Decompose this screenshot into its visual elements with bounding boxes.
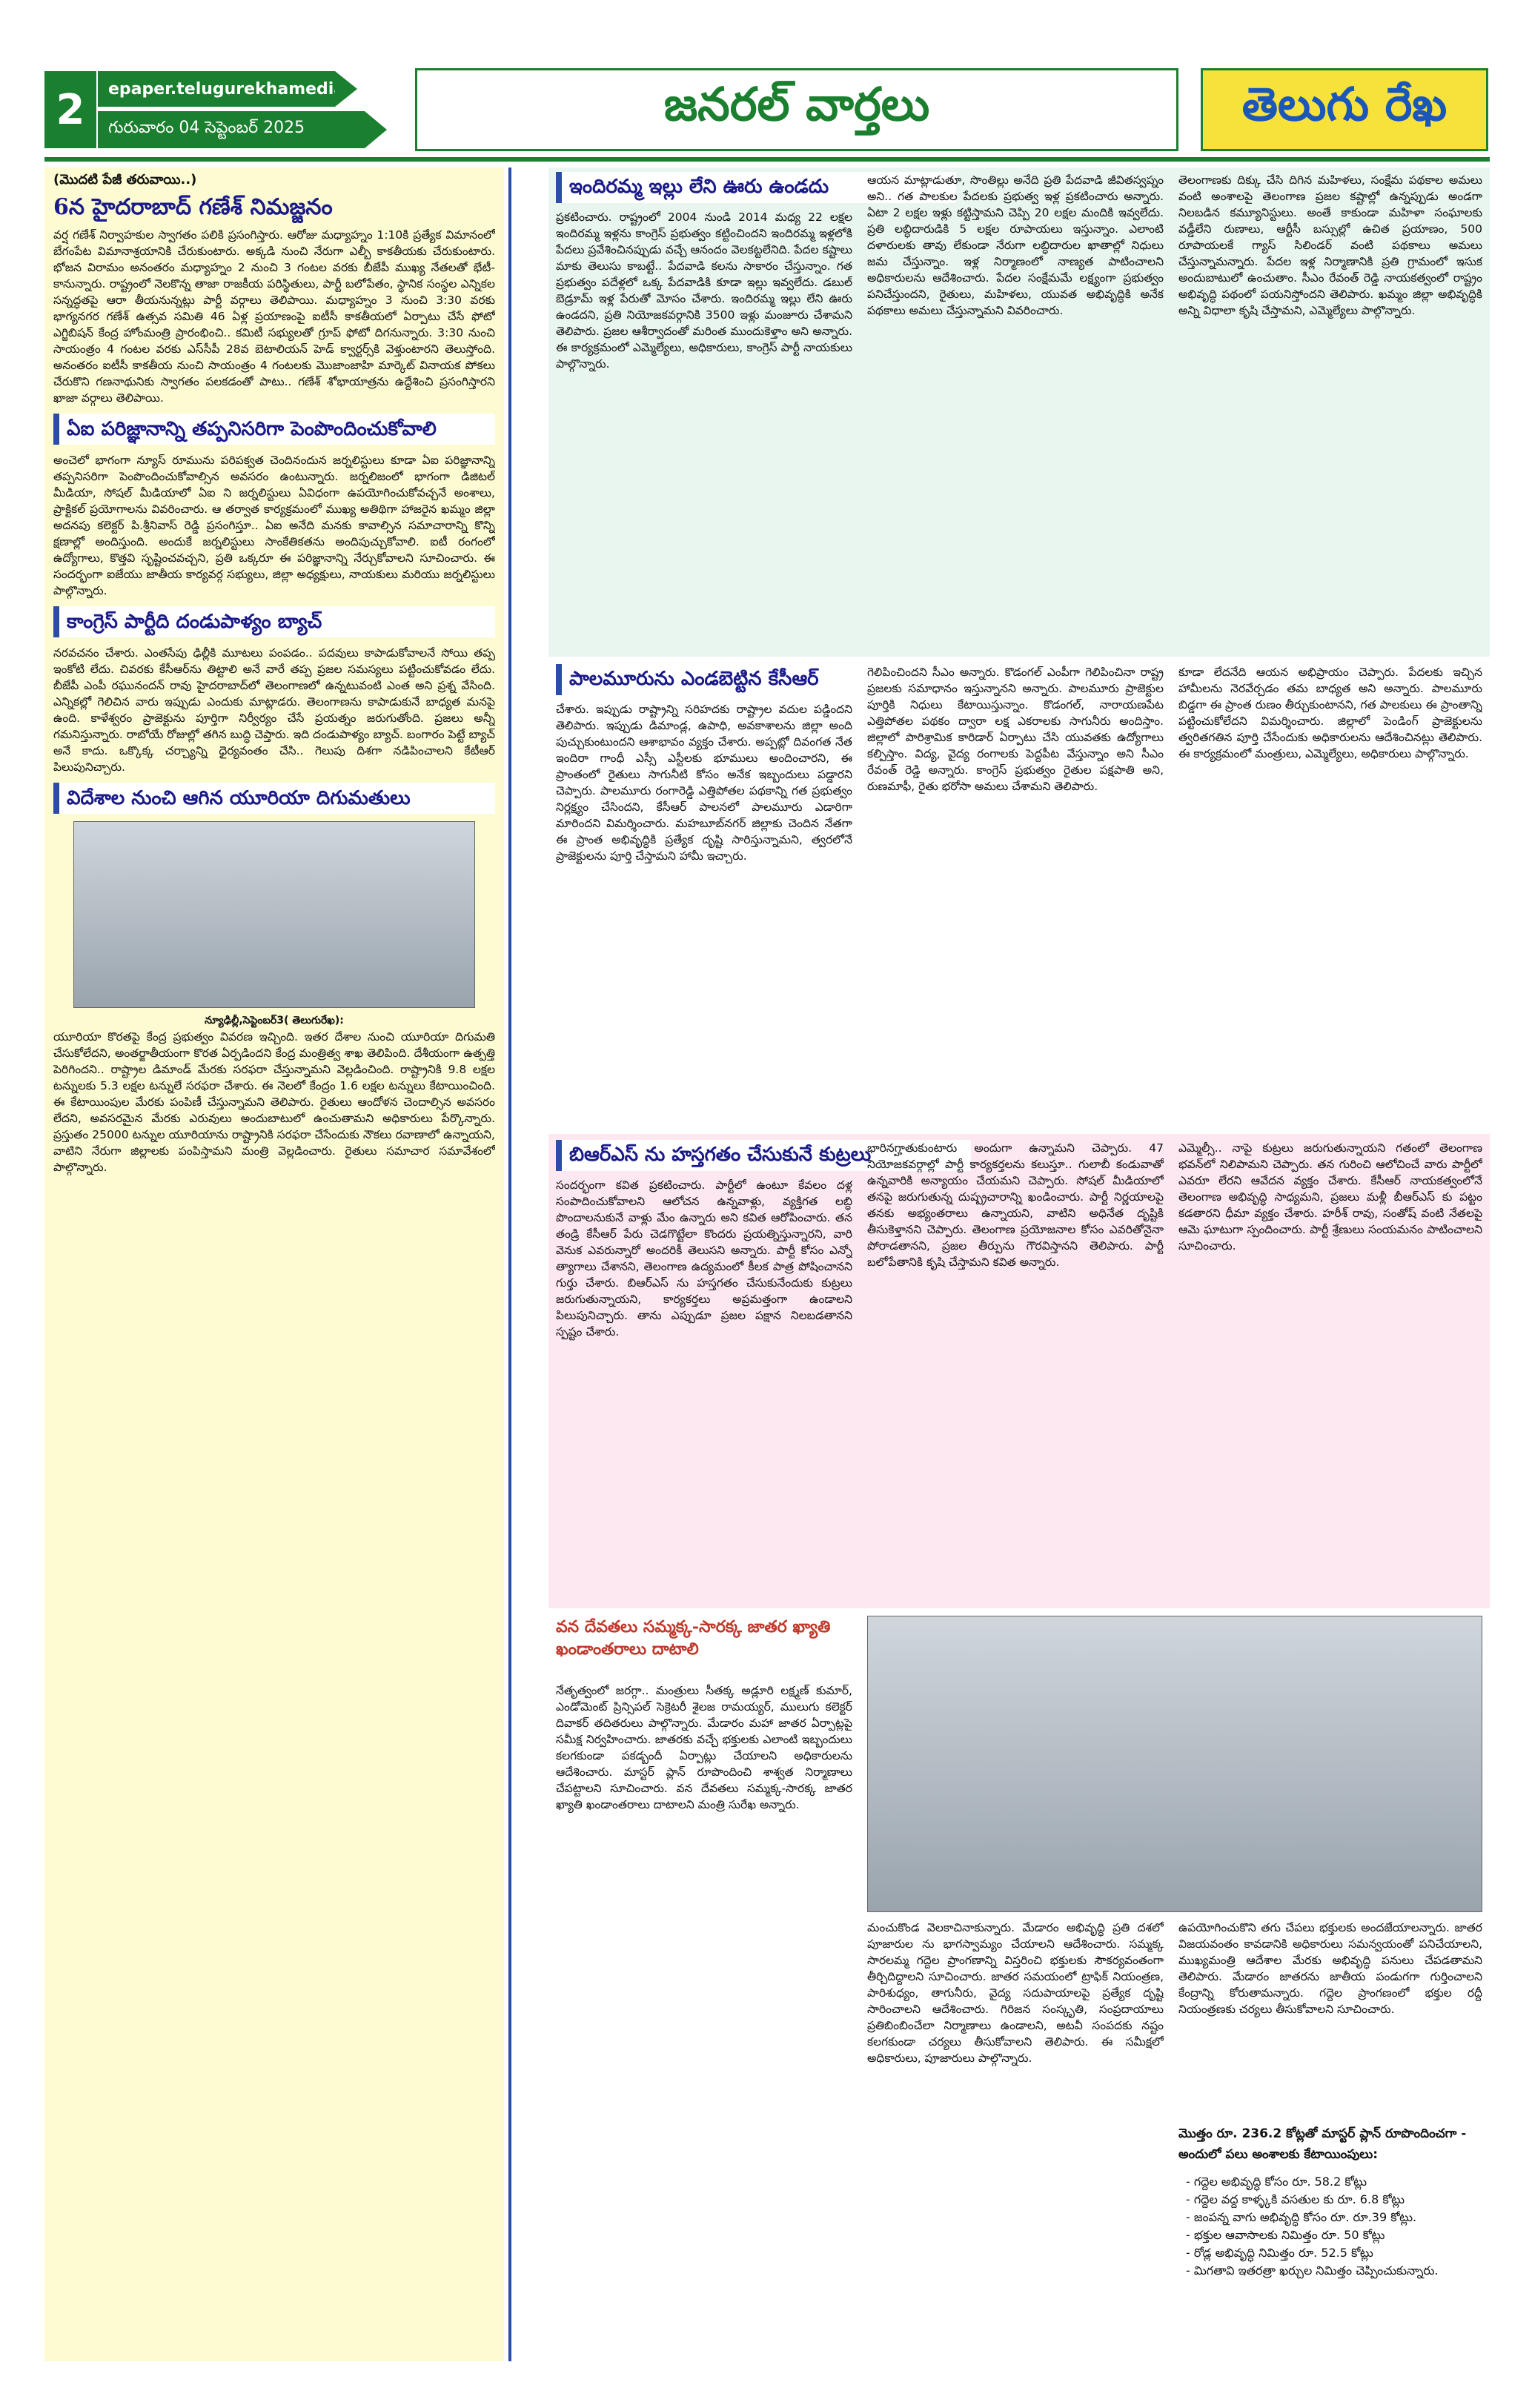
headline-palamuru: పాలమూరును ఎండబెట్టిన కేసీఆర్	[556, 664, 971, 695]
indiramma-col-a: ప్రకటించారు. రాష్ట్రంలో 2004 నుండి 2014 మధ్య 22 లక్షల ఇందిరమ్మ ఇళ్లను కాంగ్రెస్ ప్రభుత్వం కట్టించిందని ఇందిరమ్మ ఇళ్లలోకి పేదలు ప్రవేశించినప్పుడు వచ్చే ఆనందం వెలకట్టలేనిది. పేదల కష్టాలు మాకు తెలుసు కాబట్టే.. పేదవాడి కలను సాకారం చేస్తున్నాం. గత ప్రభుత్వం పదేళ్లలో ఒక్క పేదవాడికి కూడా ఇల్లు ఇవ్వలేదు. డబుల్ బెడ్రూమ్ ఇళ్ల పేరుతో మోసం చేశారు. ఇందిరమ్మ ఇల్లు లేని ఊరు ఉండదని, ప్రతి నియోజకవర్గానికి 3500 ఇళ్లు మంజూరు చేశామని తెలిపారు. ప్రజల ఆశీర్వాదంతో మరింత ముందుకెళ్తాం అని అన్నారు. ఈ కార్యక్రమంలో ఎమ్మెల్యేలు, అధికారులు, కాంగ్రెస్ పార్టీ నాయకులు పాల్గొన్నారు.	[556, 210, 852, 371]
headline-ai: ఏఐ పరిజ్ఞానాన్ని తప్పనిసరిగా పెంపొందించుకోవాలి	[53, 414, 495, 445]
budget-list	[1186, 2173, 1482, 2358]
medaram-col-b: మంచుకొండ వెలకాచినాకున్నారు. మేడారం అభివృద్ధి ప్రతి దశలో పూజారుల ను భాగస్వామ్యం చేయాలని ఆదేశించారు. సమ్మక్క సారలమ్మ గద్దెల ప్రాంగణాన్ని విస్తరించి భక్తులకు సౌకర్యవంతంగా తీర్చిదిద్దాలని సూచించారు. జాతర సమయంలో ట్రాఫిక్ నియంత్రణ, పారిశుధ్యం, తాగునీరు, వైద్య సదుపాయాలపై ప్రత్యేక దృష్టి సారించాలని ఆదేశించారు. గిరిజన సంస్కృతి, సంప్రదాయాలు ప్రతిబింబించేలా నిర్మాణాలు ఉండాలని, అటవీ సంపదకు నష్టం కలగకుండా చర్యలు తీసుకోవాలని తెలిపారు. ఈ సమీక్షలో అధికారులు, పూజారులు పాల్గొన్నారు.	[867, 1921, 1164, 2065]
list-item: - మిగతావి ఇతరత్రా ఖర్చుల నిమిత్తం చెప్పించుకున్నారు.	[1186, 2263, 1439, 2278]
headline-medaram: వన దేవతలు సమ్మక్క-సారక్క జాతర ఖ్యాతి ఖండాంతరాలు దాటాలి	[556, 1617, 831, 1659]
medaram-col-c: ఉపయోగించుకొని తగు చేపలు భక్తులకు అందజేయాలన్నారు. జాతర విజయవంతం కావడానికి అధికారులు సమన్వయంతో పనిచేయాలని, ముఖ్యమంత్రి ఆదేశాల మేరకు అభివృద్ధి పనులు చేపడతామని తెలిపారు. మేడారం జాతరను జాతీయ పండుగగా గుర్తించాలని కేంద్రాన్ని కోరుతామన్నారు. గద్దెల ప్రాంగణంలో భక్తుల రద్దీ నియంత్రణకు చర్యలు తీసుకోవాలని సూచించారు.	[1178, 1921, 1482, 2016]
budget-subheading: మొత్తం రూ. 236.2 కోట్లతో మాస్టర్ ప్లాన్ రూపొందించగా - అందులో పలు అంశాలకు కేటాయింపులు:	[1178, 2126, 1467, 2162]
column-divider	[508, 168, 511, 2361]
indiramma-col-b: ఆయన మాట్లాడుతూ, సొంతిల్లు అనేది ప్రతి పేదవాడి జీవితస్వప్నం అని.. గత పాలకుల పేదలకు ప్రభుత్వ ఇళ్ల ప్రకటించారు అన్నారు. ఏటా 2 లక్షల ఇళ్లు కట్టిస్తామని చెప్పి 20 లక్షల మందికి ఇవ్వలేదు. ప్రతి లబ్ధిదారుడికి 5 లక్షల రూపాయలు ఇస్తున్నాం. ఎలాంటి దళారులకు తావు లేకుండా నేరుగా లబ్ధిదారుల ఖాతాల్లో నిధులు జమ చేస్తున్నాం. ఇళ్ల నిర్మాణంలో నాణ్యత పాటించాలని అధికారులను ఆదేశించారు. పేదల సంక్షేమమే లక్ష్యంగా ప్రభుత్వం పనిచేస్తుందని, రైతులు, మహిళలు, యువత అభివృద్ధికి అనేక పథకాలు అమలు చేస్తున్నామని వివరించారు.	[867, 173, 1164, 317]
article-ai-text: అంచెలో భాగంగా న్యూస్ రూమును పరిపక్వత చెందినందున జర్నలిస్టులు కూడా ఏఐ పరిజ్ఞానాన్ని తప్పనిసరిగా పెంపొందించుకోవాల్సిన అవసరం ఉంటున్నారు. జర్నలిజంలో భాగంగా డిజిటల్ మీడియా, సోషల్ మీడియాలో ఏఐ ని జర్నలిస్టులు ఏవిధంగా ఉపయోగించుకోవచ్చనే అంశాలు, ప్రాక్టికల్ ప్రయోగాలను వివరించారు. ఆ తర్వాత కార్యక్రమంలో ముఖ్య అతిథిగా హాజరైన ఖమ్మం జిల్లా అదనపు కలెక్టర్ పి.శ్రీనివాస్ రెడ్డి ప్రసంగిస్తూ.. ఏఐ అనేది మనకు కావాల్సిన సమాచారాన్ని కొన్ని క్షణాల్లో అందిస్తుంది. అందుకే జర్నలిస్టులు సాంకేతికతను అందిపుచ్చుకోవాలి. ఐటీ రంగంలో ఉద్యోగాలు, కొత్తవి సృష్టించవచ్చని, ప్రతి ఒక్కరూ ఈ పరిజ్ఞానాన్ని నేర్చుకోవాలని సూచించారు. ఈ సందర్భంగా ఐజేయు జాతీయ కార్యవర్గ సభ్యులు, జిల్లా అధ్యక్షులు, నాయకులు మరియు జర్నలిస్టులు పాల్గొన్నారు.	[53, 454, 495, 597]
list-item: - గద్దెల వద్ద కాళ్ళ్కకి వసతుల కు రూ. 6.8 కోట్లు	[1186, 2192, 1405, 2206]
review-meeting-photo	[867, 1616, 1482, 1912]
continuation-note: (మొదటి పేజీ తరువాయి..)	[53, 172, 197, 188]
indiramma-col-c: తెలంగాణకు దిక్కు చేసి దిగిన మహిళలు, సంక్షేమ పథకాల అమలు వంటి అంశాలపై తెలంగాణ ప్రజల కష్టాల్లో ఉన్నప్పుడు అండగా నిలబడిన కమ్యూనిస్టులు. అంతే కాకుండా మహిళా సంఘాలకు వడ్డీలేని రుణాలు, ఆర్టీసీ బస్సుల్లో ఉచిత ప్రయాణం, 500 రూపాయలకే గ్యాస్ సిలిండర్ వంటి పథకాలు అమలు చేస్తున్నామన్నారు. పేదల ఇళ్ల నిర్మాణానికి ప్రతి గ్రామంలో ఇసుక అందుబాటులో ఉంచుతాం. సీఎం రేవంత్ రెడ్డి నాయకత్వంలో రాష్ట్రం అభివృద్ధి పథంలో పయనిస్తోందని తెలిపారు. ఖమ్మం జిల్లా అభివృద్ధికి అన్ని విధాలా కృషి చేస్తామని, ఎమ్మెల్యేలు పాల్గొన్నారు.	[1178, 173, 1482, 317]
site-url[interactable]: epaper.telugurekhamedia.com	[98, 71, 335, 107]
headline-indiramma: ఇందిరమ్మ ఇల్లు లేని ఊరు ఉండదు	[556, 172, 956, 203]
article-ganesh-text: వర్ష గణేశ్ నిర్వాహకుల స్వాగతం పలికి ప్రసంగిస్తారు. ఆరోజు మధ్యాహ్నం 1:10కి ప్రత్యేక విమానంలో బేగంపేట విమానాశ్రయానికి చేరుకుంటారు. అక్కడి నుంచి నేరుగా ఎల్బీ కాకతీయకు చేరుకుంటారు. భోజన విరామం అనంతరం మధ్యాహ్నం 2 నుంచి 3 గంటల వరకు బీజేపీ ముఖ్య నేతలతో భేటీ-కానున్నారు. రాష్ట్రంలో నెలకొన్న తాజా రాజకీయ పరిస్థితులు, పార్టీ బలోపేతం, స్థానిక సంస్థల ఎన్నికల సన్నద్ధతపై ఆరా తీయనున్నట్లు పార్టీ వర్గాలు తెలిపాయి. మధ్యాహ్నం 3 నుంచి 3:30 వరకు భాగ్యనగర గణేశ్ ఉత్సవ సమితి 46 ఏళ్ల ప్రయాణంపై ఐటీసీ కాకతీయలో ఏర్పాటు చేసే ఫోటో ఎగ్జిబిషన్ కేంద్ర హోంమంత్రి ప్రారంభించి.. కమిటీ సభ్యులతో గ్రూప్ ఫోటో దిగనున్నారు. 3:30 నుంచి సాయంత్రం 4 గంటల వరకు ఎస్‌సీపీ 28వ బెటాలియన్ హెడ్ క్వార్టర్స్‌కి వెళ్తుంటారని తెలుస్తోంది. అనంతరం ఐటీసీ కాకతీయ నుంచి సాయంత్రం 4 గంటలకు మొజాంజాహి మార్కెట్ వినాయక పోకలు చేరుకొని గణనాథునికు స్వాగతం పలకడంతో పాటు.. గణేశ్ శోభాయాత్రను ఉద్దేశించి ప్రసంగిస్తారని ఖాజా వర్గాలు తెలిపాయి.	[53, 228, 495, 405]
page-number: 2	[44, 71, 96, 148]
url-arrow-icon	[335, 71, 357, 107]
brs-col-c: ఎమ్మెల్సీ.. నాపై కుట్రలు జరుగుతున్నాయని గతంలో తెలంగాణ భవన్‌లో నిలిపామని చెప్పారు. తన గురించి ఆలోచించే వారు పార్టీలో ఎవరూ లేరని ఆవేదన వ్యక్తం చేశారు. కేసీఆర్ నాయకత్వంలోనే తెలంగాణ అభివృద్ధి సాధ్యమని, ప్రజలు మళ్లీ బీఆర్ఎస్ కు పట్టం కడతారని ధీమా వ్యక్తం చేశారు. హరీశ్ రావు, సంతోష్ వంటి నేతలపై ఆమె ఘాటుగా స్పందించారు. పార్టీ శ్రేణులు సంయమనం పాటించాలని సూచించారు.	[1178, 1141, 1482, 1253]
photo-caption: న్యూఢిల్లీ,సెప్టెంబర్3( తెలుగురేఖ):	[205, 1015, 344, 1026]
headline-brs: బిఆర్ఎస్ ను హస్తగతం చేసుకునే కుట్రలు	[556, 1140, 971, 1171]
list-item: - జంపన్న వాగు అభివృద్ధి కోసం రూ. రూ.39 కోట్లు.	[1186, 2210, 1417, 2224]
headline-urea: విదేశాల నుంచి ఆగిన యూరియా దిగుమతులు	[53, 783, 495, 814]
list-item: - రోడ్ల అభివృద్ధి నిమిత్తం రూ. 52.5 కోట్లు	[1186, 2246, 1373, 2260]
headline-ganesh: 6న హైదరాబాద్ గణేశ్ నిమజ్జనం	[53, 194, 333, 220]
newspaper-logo: తెలుగు రేఖ	[1201, 68, 1488, 151]
left-column-text	[53, 172, 495, 2358]
headline-congress: కాంగ్రెస్ పార్టీది దండుపాళ్యం బ్యాచ్	[53, 606, 495, 637]
medaram-col-a: నేతృత్వంలో జరగ్గా.. మంత్రులు సీతక్క అడ్లూరి లక్ష్మణ్ కుమార్, ఎండోమెంట్ ప్రిన్సిపల్ సెక్రెటరీ శైలజ రామయ్యర్, ములుగు కలెక్టర్ దివాకర్ తదితరులు పాల్గొన్నారు. మేడారం మహా జాతర ఏర్పాట్లపై సమీక్ష నిర్వహించారు. జాతరకు వచ్చే భక్తులకు ఎలాంటి ఇబ్బందులు కలగకుండా పకడ్బందీ ఏర్పాట్లు చేయాలని అధికారులను ఆదేశించారు. మాస్టర్ ప్లాన్ రూపొందించి శాశ్వత నిర్మాణాలు చేపట్టాలని సూచించారు. వన దేవతలు సమ్మక్క-సారక్క జాతర ఖ్యాతి ఖండాంతరాలు దాటాలని మంత్రి సురేఖ అన్నారు.	[556, 1684, 852, 1811]
section-title: జనరల్ వార్తలు	[415, 68, 1178, 151]
palamuru-col-b: గెలిపించిందని సీఎం అన్నారు. కొడంగల్ ఎంపీగా గెలిపించినా రాష్ట్ర ప్రజలకు సమాధానం ఇస్తున్నానని అన్నారు. పాలమూరు ప్రాజెక్టుల పూర్తికి నిధులు కేటాయిస్తున్నాం. కొడంగల్, నారాయణపేట ఎత్తిపోతల పథకం ద్వారా లక్ష ఎకరాలకు సాగునీరు అందిస్తాం. జిల్లాలో పారిశ్రామిక కారిడార్ ఏర్పాటు చేసి యువతకు ఉద్యోగాలు కల్పిస్తాం. విద్య, వైద్య రంగాలకు పెద్దపీట వేస్తున్నాం అని సీఎం రేవంత్ రెడ్డి అన్నారు. కాంగ్రెస్ ప్రభుత్వం రైతుల పక్షపాతి అని, రుణమాఫీ, రైతు భరోసా అమలు చేశామని తెలిపారు.	[867, 666, 1164, 793]
list-item: - గద్దెల అభివృద్ధి కోసం రూ. 58.2 కోట్లు	[1186, 2175, 1367, 2189]
list-item: - భక్తుల ఆవాసాలకు నిమిత్తం రూ. 50 కోట్లు	[1186, 2228, 1385, 2242]
article-urea-text: యూరియా కొరతపై కేంద్ర ప్రభుత్వం వివరణ ఇచ్చింది. ఇతర దేశాల నుంచి యూరియా దిగుమతి చేసుకోలేదని, అంతర్జాతీయంగా కొరత ఏర్పడిందని కేంద్ర మంత్రిత్వ శాఖ తెలిపింది. దేశీయంగా ఉత్పత్తి పెరిగిందని.. రాష్ట్రాల డిమాండ్ మేరకు సరఫరా చేస్తున్నామని వెల్లడించింది. రాష్ట్రానికి 9.8 లక్షల టన్నులకు 5.3 లక్షల టన్నులే సరఫరా చేశారు. ఈ నెలలో కేంద్రం 1.6 లక్షల టన్నులు కేటాయించింది. ఈ కేటాయింపుల మేరకు పంపిణీ చేస్తున్నామని తెలిపారు. రైతులు ఆందోళన చెందాల్సిన అవసరం లేదని, అవసరమైన మేరకు ఎరువులు అందుబాటులో ఉంచుతామని అధికారులు పేర్కొన్నారు. ప్రస్తుతం 25000 టన్నుల యూరియాను రాష్ట్రానికి సరఫరా చేసేందుకు నౌకలు రవాణాలో ఉన్నాయని, వాటిని నేరుగా జిల్లాలకు పంపిస్తామని మంత్రి వెల్లడించారు. రైతులు సమాచార సమావేశంలో పాల్గొన్నారు.	[53, 1030, 495, 1174]
minister-photo	[73, 821, 475, 1008]
issue-date: గురువారం 04 సెప్టెంబర్ 2025	[98, 111, 365, 148]
palamuru-col-c: కూడా లేదనేది ఆయన అభిప్రాయం చెప్పారు. పేదలకు ఇచ్చిన హామీలను నెరవేర్చడం తమ బాధ్యత అని అన్నారు. పాలమూరు బిడ్డగా ఈ ప్రాంత రుణం తీర్చుకుంటానని, గత పాలకులు ఈ ప్రాంతాన్ని పట్టించుకోలేదని విమర్శించారు. జిల్లాలో పెండింగ్ ప్రాజెక్టులను త్వరితగతిన పూర్తి చేసేందుకు అధికారులను ఆదేశించినట్లు తెలిపారు. ఈ కార్యక్రమంలో మంత్రులు, ఎమ్మెల్యేలు, అధికారులు పాల్గొన్నారు.	[1178, 666, 1482, 760]
header-rule	[44, 157, 1490, 162]
date-arrow-icon	[365, 111, 387, 148]
palamuru-col-a: చేశారు. ఇప్పుడు రాష్ట్రాన్ని సరిహదకు రాష్ట్రాల వదుల పడ్డిందని తెలిపారు. ఇప్పుడు డిమాండ్ల, ఉపాధి, అవకాశాలను జిల్లా అంది పుచ్చుకుంటుందని ఆశాభావం వ్యక్తం చేశారు. అప్పట్లో దివంగత నేత ఇందిరా గాంధీ ఎస్సీ ఎస్టీలకు భూములు అందించారని, ఈ ప్రాంతంలో రైతులు సాగునీటి కోసం అనేక ఇబ్బందులు పడ్డారని చెప్పారు. పాలమూరు రంగారెడ్డి ఎత్తిపోతల పథకాన్ని గత ప్రభుత్వం నిర్లక్ష్యం చేసిందని, కేసీఆర్ పాలనలో పాలమూరు ఎడారిగా మారిందని విమర్శించారు. మహబూబ్‌నగర్ జిల్లాకు చెందిన నేతగా ఈ ప్రాంత అభివృద్ధికి ప్రత్యేక దృష్టి సారిస్తున్నామని, త్వరలోనే ప్రాజెక్టులను పూర్తి చేస్తామని హామీ ఇచ్చారు.	[556, 703, 852, 863]
brs-col-a: సందర్భంగా కవిత ప్రకటించారు. పార్టీలో ఉంటూ కేవలం దళ్ల సంపాదించుకోవాలని ఆలోచన ఉన్నవాళ్లు, వ్యక్తిగత లబ్ధి పొందాలనుకునే వాళ్లు మేం ఉన్నారు అని కవిత ఆరోపించారు. తన తండ్రి కేసీఆర్ పేరు చెడగొట్టేలా కొందరు ప్రయత్నిస్తున్నారని, వారి వెనుక ఎవరున్నారో అందరికీ తెలుసని అన్నారు. పార్టీ కోసం ఎన్నో త్యాగాలు చేశానని, తెలంగాణ ఉద్యమంలో కీలక పాత్ర పోషించానని గుర్తు చేశారు. బిఆర్ఎస్ ను హస్తగతం చేసుకునేందుకు కుట్రలు జరుగుతున్నాయని, కార్యకర్తలు అప్రమత్తంగా ఉండాలని పిలుపునిచ్చారు. తాను ఎప్పుడూ ప్రజల పక్షాన నిలబడతానని స్పష్టం చేశారు.	[556, 1178, 852, 1339]
brs-col-b: భారినగ్హాతుకుంటారు అందుగా ఉన్నామని చెప్పారు. 47 నియోజకవర్గాల్లో పార్టీ కార్యకర్తలను కలుస్తూ.. గులాబీ కండువాతో ఉన్నవారికి అన్యాయం చేయమని చెప్పారు. సోషల్ మీడియాలో తనపై జరుగుతున్న దుష్ప్రచారాన్ని ఖండించారు. పార్టీ నిర్ణయాలపై తనకు అభ్యంతరాలు ఉన్నాయని, వాటిని అధినేత దృష్టికి తీసుకెళ్తానని చెప్పారు. తెలంగాణ ప్రయోజనాల కోసం ఎవరితోనైనా పోరాడతానని, ప్రజల తీర్పును గౌరవిస్తానని తెలిపారు. పార్టీ బలోపేతానికి కృషి చేస్తామని కవిత అన్నారు.	[867, 1141, 1164, 1269]
article-congress-text: నరవచనం చేశారు. ఎంతసేపు ఢిల్లీకి మూటలు పంపడం.. పదవులు కాపాడుకోవాలనే సోయి తప్ప ఇంకోటి లేదు. చివరకు కేసీఆర్‌ను తిట్టాలి అనే వారే తప్ప ప్రజల సమస్యలు పట్టించుకోవడం లేదు. బీజేపీ ఎంపీ రఘునందన్ రావు హైదరాబాద్‌లో తెలంగాణలో ఉన్నటువంటి ఎంత అని ప్రశ్న వేసింది. ఎన్నికల్లో గెలిచిన వారు ఇప్పుడు ఎందుకు మాట్లాడరు. తెలంగాణను కాపాడుకునే బాధ్యత మనపై ఉంది. కాళేశ్వరం ప్రాజెక్టును పూర్తిగా నిర్వీర్యం చేసే ప్రయత్నం జరుగుతోంది. ప్రజలు అన్నీ గమనిస్తున్నారు. రాబోయే రోజుల్లో తగిన బుద్ధి చెప్తారు. ఇది దండుపాళ్యం బ్యాచ్. బంగారం పెట్టే బ్యాచ్ అనే కాదు. ఒక్కొక్క చర్చ్యాన్ని ధైర్యవంతం చేసి.. గెలుపు దిశగా నడిపించాలని కేటీఆర్ పిలుపునిచ్చారు.	[53, 646, 495, 774]
